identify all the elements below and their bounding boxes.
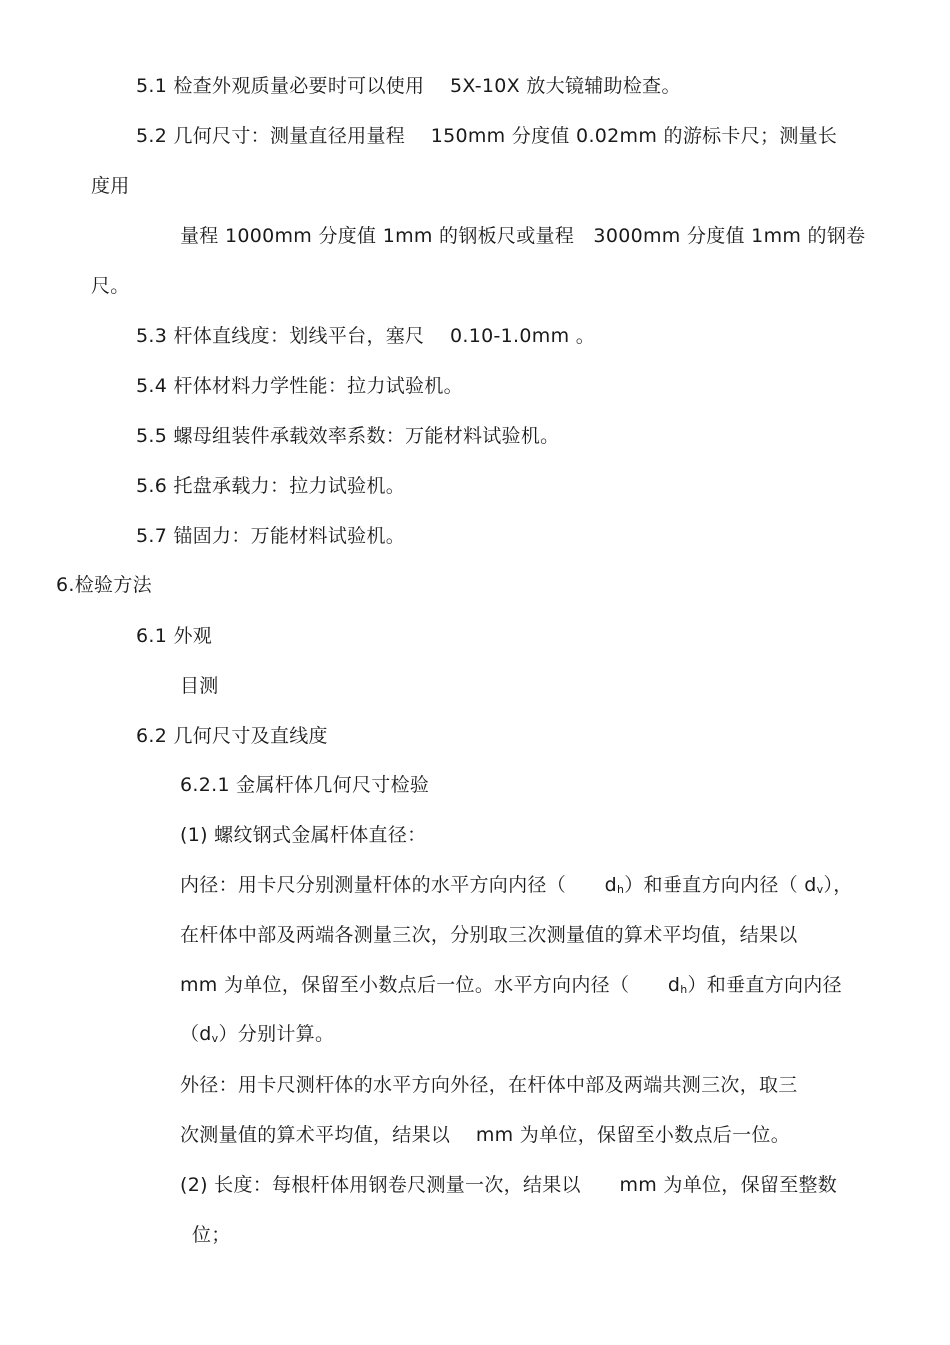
text-span: ）， (823, 874, 853, 896)
item-5-6: 5.6 托盘承载力：拉力试验机。 (136, 475, 406, 497)
text-span: （d (180, 1023, 212, 1045)
text-span: 内径：用卡尺分别测量杆体的水平方向内径（ d (180, 874, 617, 896)
text-span: ）和垂直方向内径 (687, 974, 842, 996)
item-5-7: 5.7 锚固力：万能材料试验机。 (136, 525, 406, 547)
text-span: ）和垂直方向内径（ d (624, 874, 817, 896)
inner-diameter-line-1 (180, 873, 853, 902)
item-5-2-line2: 量程 1000mm 分度值 1mm 的钢板尺或量程 3000mm 分度值 1mm 的钢卷 (180, 225, 866, 247)
outer-diameter-line-2: 次测量值的算术平均值，结果以 mm 为单位，保留至小数点后一位。 (180, 1124, 790, 1146)
item-1-title: (1) 螺纹钢式金属杆体直径： (180, 824, 427, 846)
inner-diameter-line-4 (180, 1022, 334, 1051)
section-6-2-1-title: 6.2.1 金属杆体几何尺寸检验 (180, 774, 430, 796)
section-6-2-title: 6.2 几何尺寸及直线度 (136, 725, 328, 747)
subscript-h: h (616, 883, 625, 896)
item-5-2-line2-cont: 尺。 (91, 275, 130, 297)
item-2-length-line-1: (2) 长度：每根杆体用钢卷尺测量一次，结果以 mm 为单位，保留至整数 (180, 1174, 838, 1196)
subscript-v: v (816, 883, 824, 896)
inner-diameter-line-3 (180, 973, 842, 1002)
text-span: ）分别计算。 (218, 1023, 335, 1045)
item-5-4: 5.4 杆体材料力学性能：拉力试验机。 (136, 375, 463, 397)
section-6-1-title: 6.1 外观 (136, 625, 213, 647)
item-5-2: 5.2 几何尺寸：测量直径用量程 150mm 分度值 0.02mm 的游标卡尺；测量长 (136, 125, 838, 147)
item-5-5: 5.5 螺母组装件承载效率系数：万能材料试验机。 (136, 425, 560, 447)
inner-diameter-line-2: 在杆体中部及两端各测量三次，分别取三次测量值的算术平均值，结果以 (180, 924, 798, 946)
subscript-v: v (211, 1032, 219, 1045)
text-span: mm 为单位，保留至小数点后一位。水平方向内径（ d (180, 974, 681, 996)
outer-diameter-line-1: 外径：用卡尺测杆体的水平方向外径，在杆体中部及两端共测三次，取三 (180, 1074, 798, 1096)
subscript-h: h (680, 983, 688, 996)
item-5-2-cont: 度用 (91, 175, 130, 197)
item-5-3: 5.3 杆体直线度：划线平台，塞尺 0.10-1.0mm 。 (136, 325, 596, 347)
item-5-1: 5.1 检查外观质量必要时可以使用 5X-10X 放大镜辅助检查。 (136, 75, 681, 97)
item-2-length-line-2: 位； (192, 1224, 231, 1246)
section-6-1-body: 目测 (180, 675, 219, 697)
section-6-heading: 6.检验方法 (56, 574, 152, 596)
